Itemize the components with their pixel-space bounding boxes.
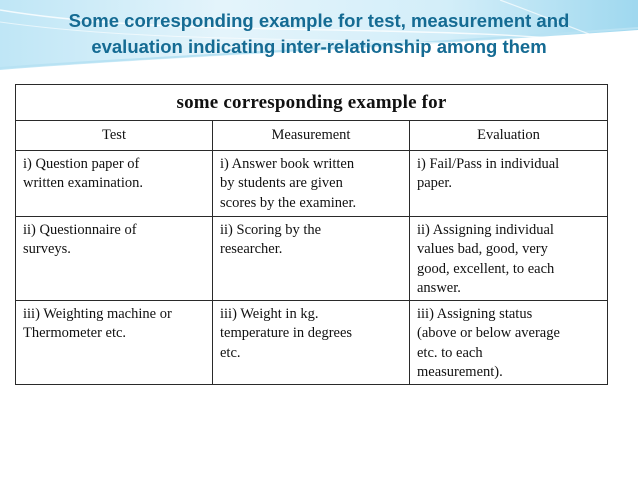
cell-text-line: i) Answer book written <box>220 156 355 172</box>
cell-text-line: by students are given <box>220 175 343 192</box>
cell-text-line: values bad, good, very <box>417 241 548 258</box>
cell-text-line: answer. <box>417 279 461 296</box>
table-cell-evaluation <box>410 301 608 385</box>
table-header-row <box>16 121 608 151</box>
table-row <box>16 301 608 385</box>
table-row <box>16 151 608 217</box>
cell-text-line: ii) Scoring by the <box>220 222 322 238</box>
table-caption: some corresponding example for <box>16 85 608 121</box>
table-cell-test <box>16 301 213 385</box>
cell-text-line: i) Question paper of <box>23 156 140 172</box>
cell-text-line: written examination. <box>23 175 143 192</box>
cell-text-line: iii) Assigning status <box>417 306 533 323</box>
cell-text-line: researcher. <box>220 241 283 258</box>
cell-text-line: temperature in degrees <box>220 325 353 342</box>
cell-text-line: etc. <box>220 344 241 361</box>
column-header-test: Test <box>16 121 213 151</box>
cell-text-line: iii) Weight in kg. <box>220 306 319 323</box>
cell-text-line: surveys. <box>23 241 71 258</box>
cell-text-line: Thermometer etc. <box>23 325 127 342</box>
table-cell-test <box>16 217 213 301</box>
cell-text-line: good, excellent, to each <box>417 260 555 277</box>
slide-title-line-1: Some corresponding example for test, measurement and <box>68 10 570 31</box>
cell-text-line: etc. to each <box>417 344 483 361</box>
table-cell-test <box>16 151 213 217</box>
cell-text-line: iii) Weighting machine or <box>23 306 172 323</box>
cell-text-line: (above or below average <box>417 325 560 342</box>
slide-title <box>40 8 598 60</box>
cell-text-line: i) Fail/Pass in individual <box>417 156 560 172</box>
table-cell-evaluation <box>410 217 608 301</box>
column-header-measurement: Measurement <box>213 121 410 151</box>
cell-text-line: ii) Assigning individual <box>417 222 554 238</box>
examples-table <box>15 84 608 385</box>
slide-title-line-2: evaluation indicating inter-relationship among them <box>91 36 547 57</box>
table-cell-measurement <box>213 301 410 385</box>
cell-text-line: paper. <box>417 175 453 192</box>
table-row <box>16 217 608 301</box>
table-caption-row <box>16 85 608 121</box>
table-cell-evaluation <box>410 151 608 217</box>
table-cell-measurement <box>213 217 410 301</box>
cell-text-line: scores by the examiner. <box>220 194 357 211</box>
cell-text-line: ii) Questionnaire of <box>23 222 137 238</box>
table-cell-measurement <box>213 151 410 217</box>
column-header-evaluation: Evaluation <box>410 121 608 151</box>
cell-text-line: measurement). <box>417 364 503 381</box>
